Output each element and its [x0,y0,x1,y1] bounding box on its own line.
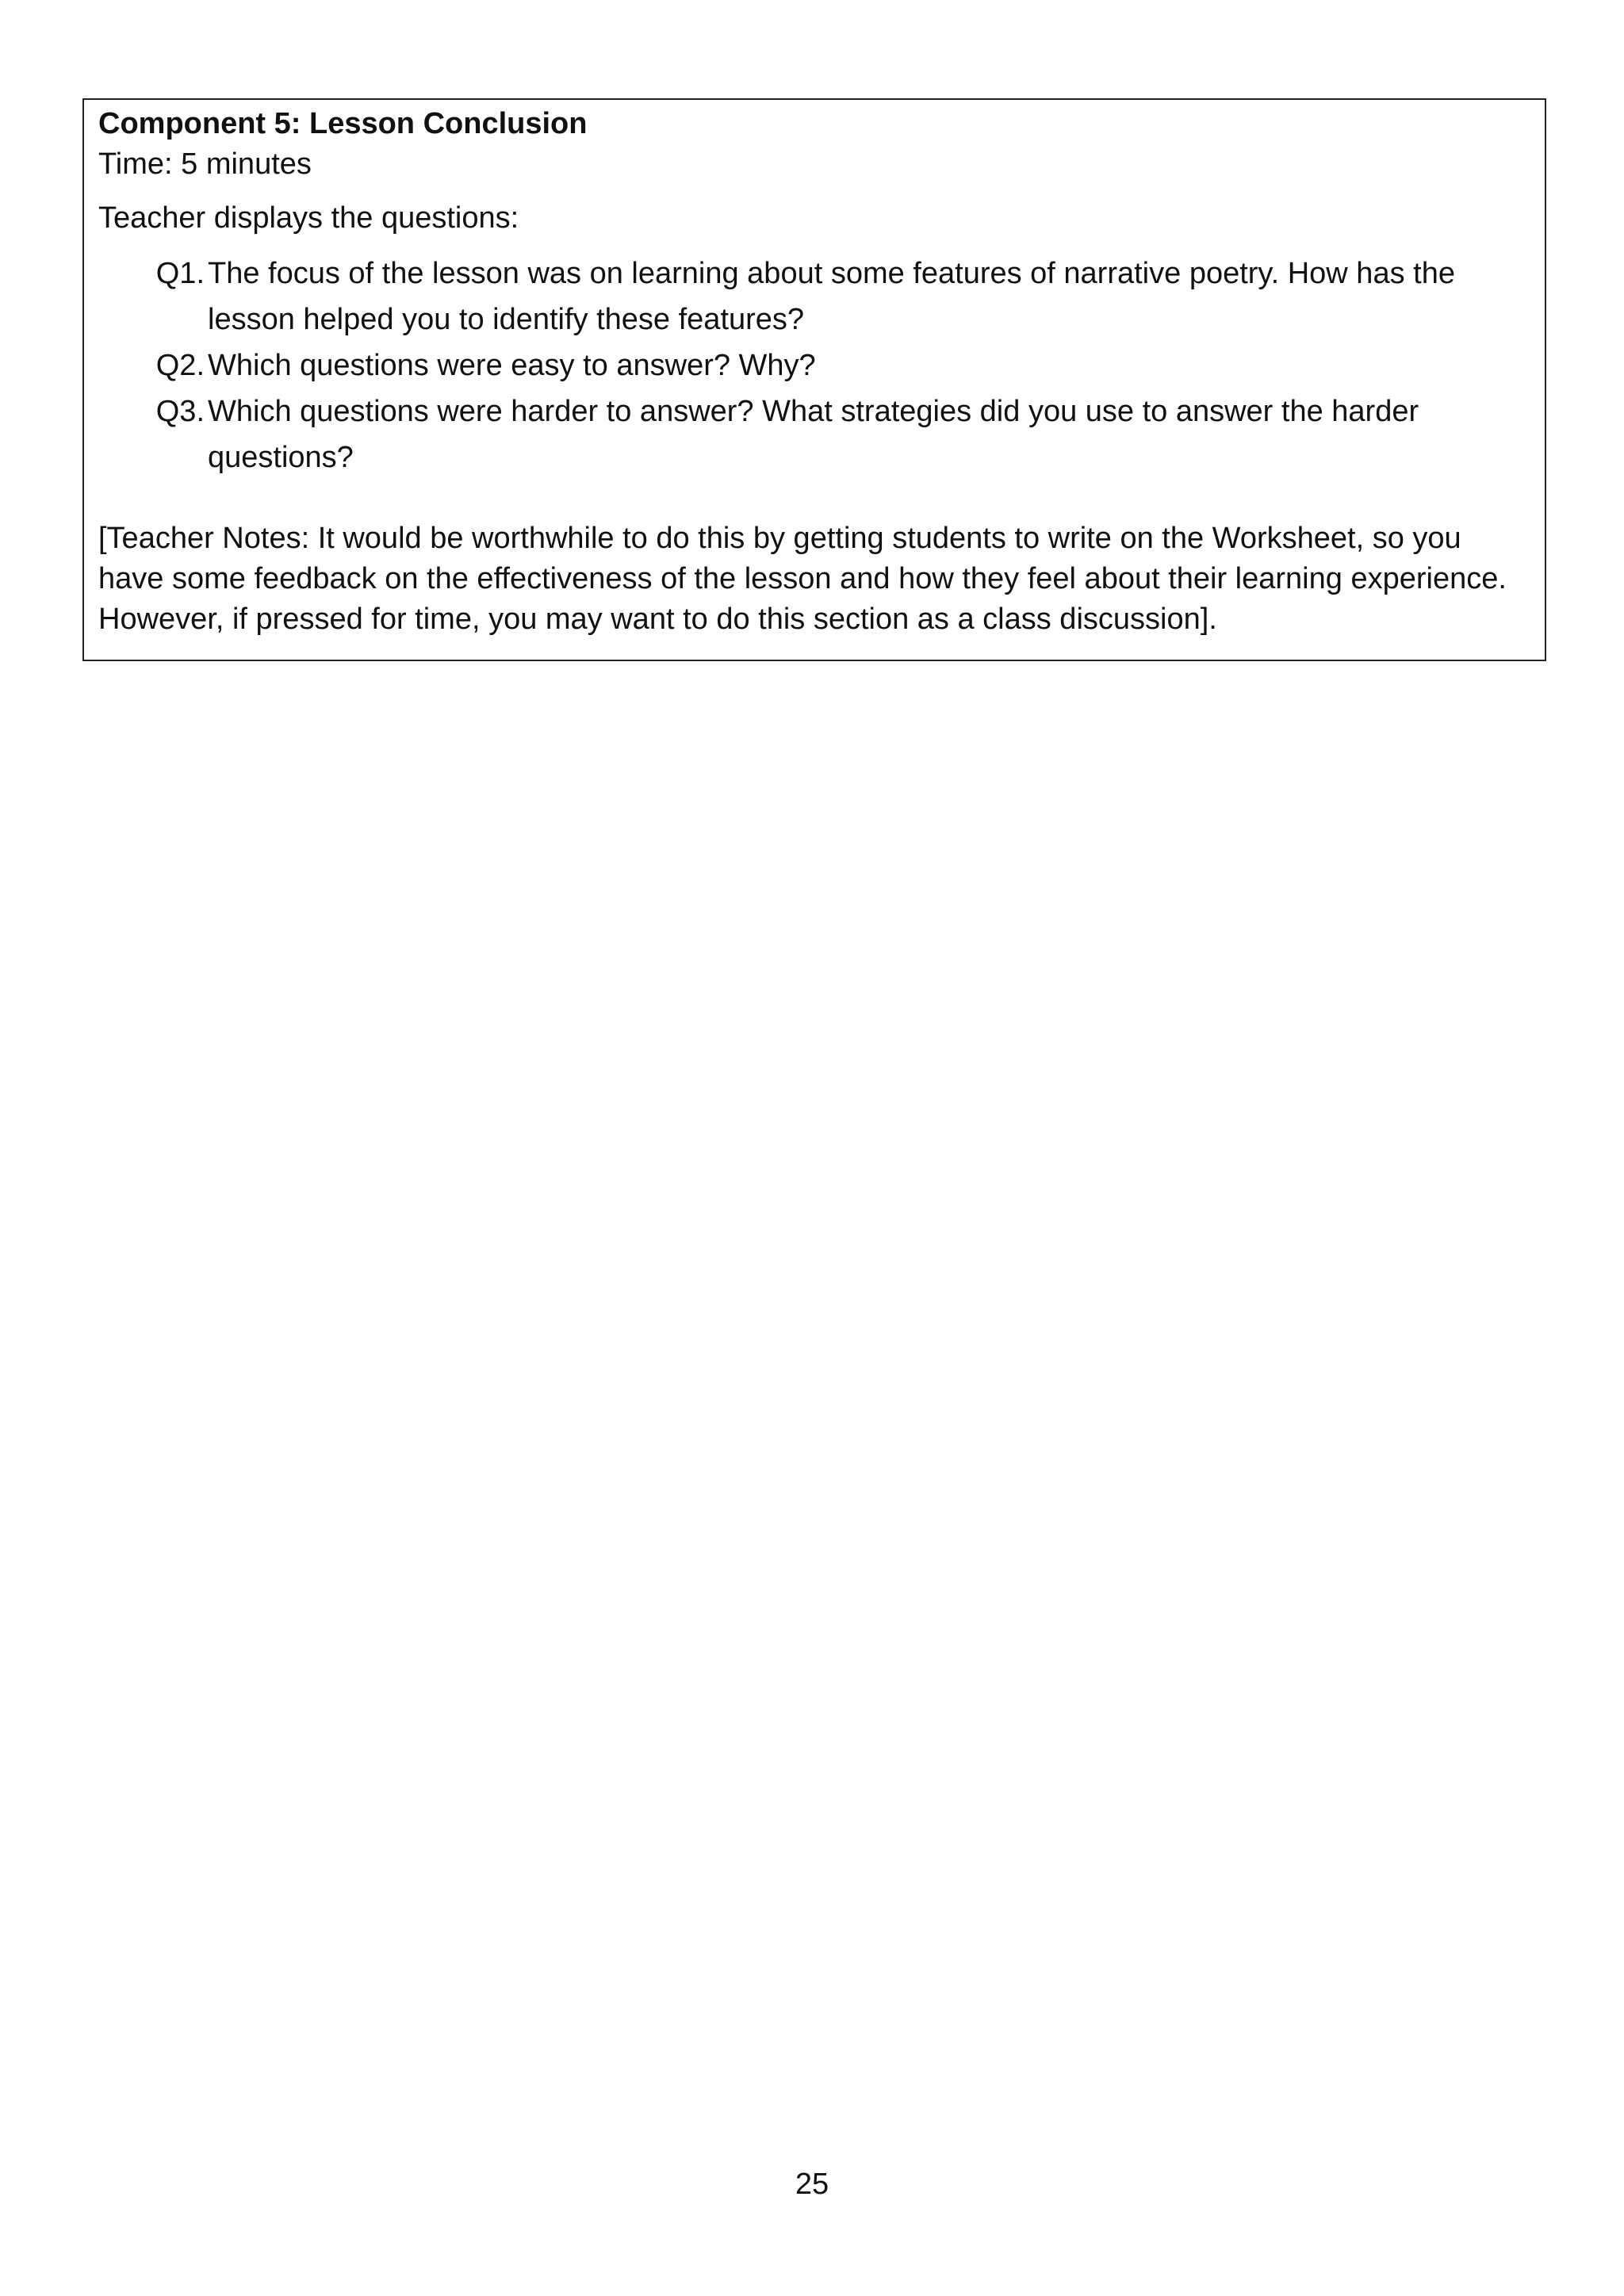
component-heading: Component 5: Lesson Conclusion [98,107,588,140]
question-item-q2 [98,342,1530,388]
question-text: The focus of the lesson was on learning about some features of narrative poetry. How has the lesson helped you to identify these features? [208,257,1455,336]
teacher-notes: [Teacher Notes: It would be worthwhile to do this by getting students to write on the Worksheet, so you have some feedback on the effectiveness of the lesson and how they feel about their learning experience. However, if pressed for time, you may want to do this section as a class discussion]. [98,522,1507,636]
time-allocation: Time: 5 minutes [98,147,312,181]
questions-intro: Teacher displays the questions: [98,201,519,235]
lesson-conclusion-box [82,98,1546,661]
question-list [98,251,1530,480]
question-number: Q2. [155,349,205,382]
question-number: Q1. [155,257,205,290]
question-text: Which questions were harder to answer? What strategies did you use to answer the harder questions? [208,395,1419,474]
question-text: Which questions were easy to answer? Why? [208,349,816,382]
question-item-q1 [98,251,1530,342]
page-number: 25 [795,2168,829,2201]
question-item-q3 [98,388,1530,480]
question-number: Q3. [155,395,205,428]
